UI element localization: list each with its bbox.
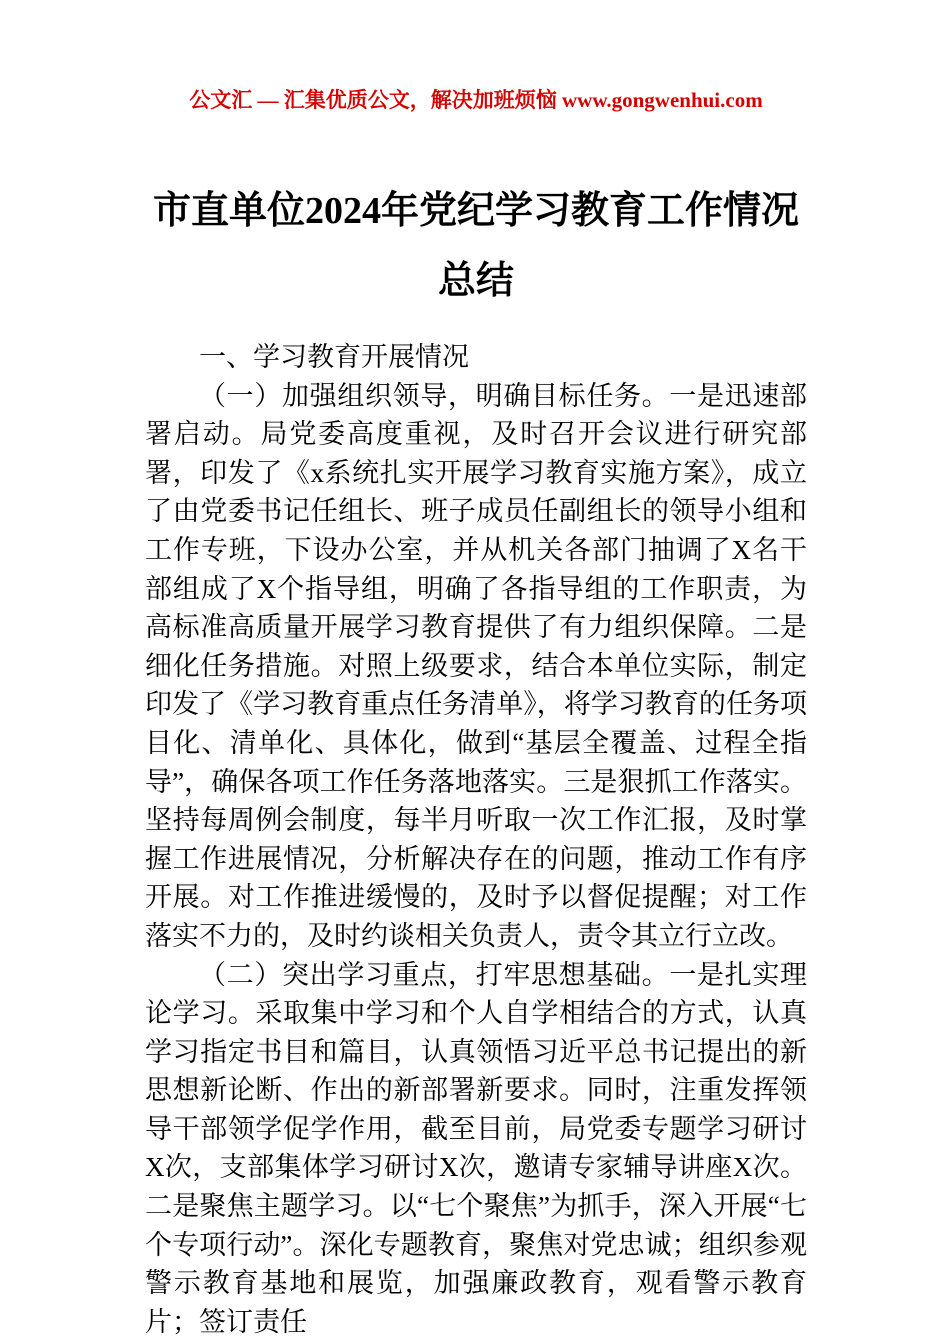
site-header	[145, 0, 807, 114]
site-header-text: 公文汇 — 汇集优质公文，解决加班烦恼 www.gongwenhui.com	[189, 88, 763, 112]
paragraph: （二）突出学习重点，打牢思想基础。一是扎实理论学习。采取集中学习和个人自学相结合的方式，认真学习指定书目和篇目，认真领悟习近平总书记提出的新思想新论断、作出的新部署新要求。同时，注重发挥领导干部领学促学作用，截至目前，局党委专题学习研讨X次，支部集体学习研讨X次，邀请专家辅导讲座X次。二是聚焦主题学习。以“七个聚焦”为抓手，深入开展“七个专项行动”。深化专题教育，聚焦对党忠诚；组织参观警示教育基地和展览，加强廉政教育，观看警示教育片；签订责任	[145, 959, 807, 1337]
paragraph: （一）加强组织领导，明确目标任务。一是迅速部署启动。局党委高度重视，及时召开会议进行研究部署，印发了《x系统扎实开展学习教育实施方案》，成立了由党委书记任组长、班子成员任副组长的领导小组和工作专班，下设办公室，并从机关各部门抽调了X名干部组成了X个指导组，明确了各指导组的工作职责，为高标准高质量开展学习教育提供了有力组织保障。二是细化任务措施。对照上级要求，结合本单位实际，制定印发了《学习教育重点任务清单》，将学习教育的任务项目化、清单化、具体化，做到“基层全覆盖、过程全指导”，确保各项工作任务落地落实。三是狠抓工作落实。坚持每周例会制度，每半月听取一次工作汇报，及时掌握工作进展情况，分析解决存在的问题，推动工作有序开展。对工作推进缓慢的，及时予以督促提醒；对工作落实不力的，及时约谈相关负责人，责令其立行立改。	[145, 380, 807, 951]
document-body	[145, 338, 807, 1341]
section-heading: 一、学习教育开展情况	[199, 342, 469, 372]
document-title: 市直单位2024年党纪学习教育工作情况总结	[152, 190, 799, 302]
